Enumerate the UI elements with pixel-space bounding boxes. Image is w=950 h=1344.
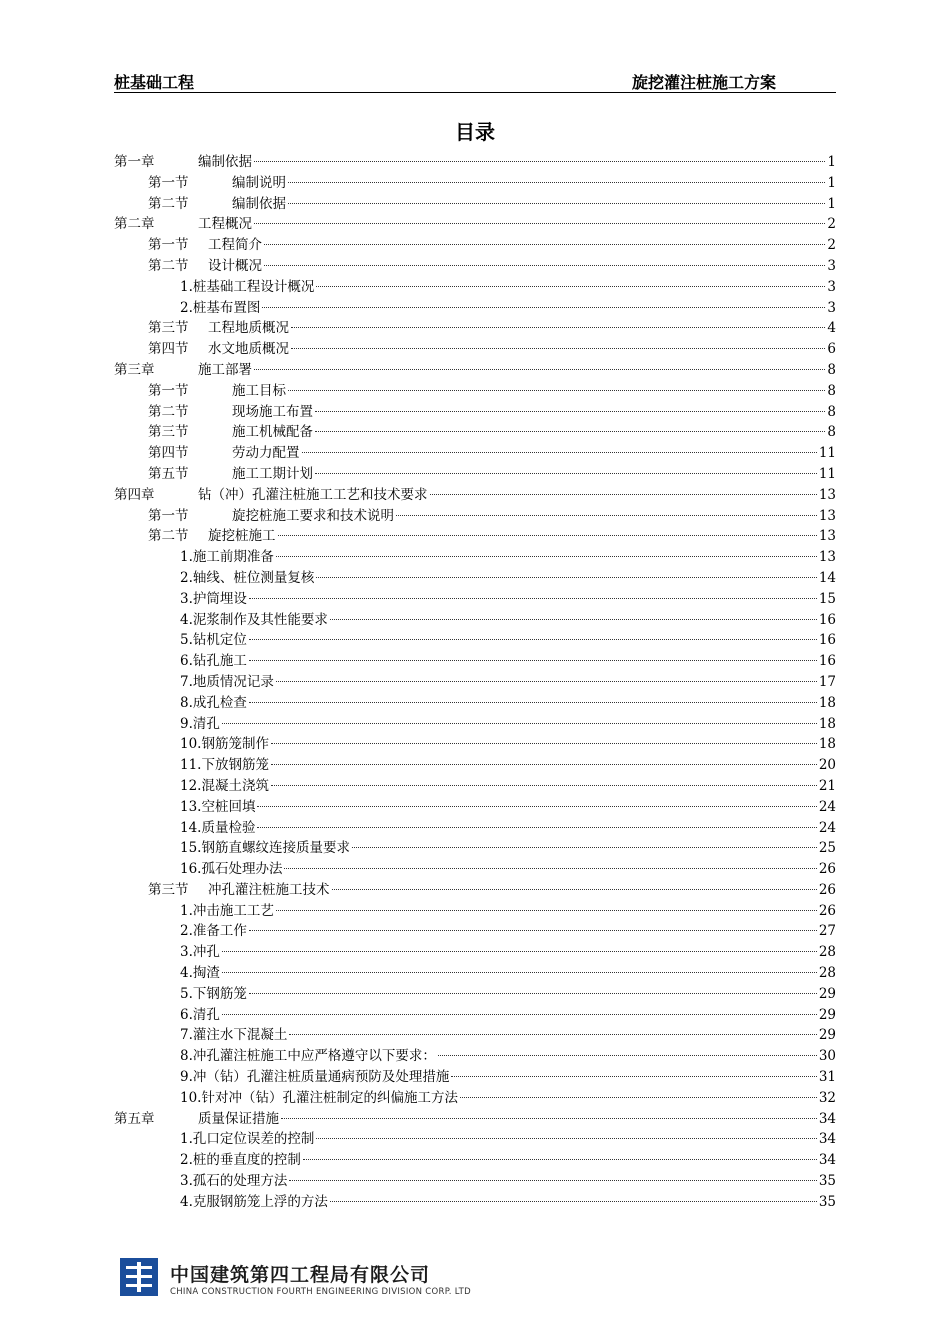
toc-entry-number: 第二节 (148, 403, 189, 420)
toc-leader-dots (276, 681, 817, 682)
toc-leader-dots (222, 723, 817, 724)
toc-entry[interactable] (114, 402, 836, 423)
toc-entry-page: 29 (818, 985, 836, 1002)
toc-entry-title: 2.准备工作 (180, 923, 247, 940)
toc-entry-page: 31 (818, 1069, 836, 1086)
toc-entry-page: 13 (818, 486, 836, 503)
toc-leader-dots (289, 1180, 816, 1181)
toc-entry-title: 劳动力配置 (232, 445, 300, 462)
toc-title: 目录 (455, 120, 495, 144)
toc-entry[interactable] (114, 755, 836, 776)
toc-leader-dots (332, 889, 817, 890)
table-of-contents (114, 152, 836, 1213)
toc-entry-page: 29 (818, 1027, 836, 1044)
toc-entry-page: 20 (818, 757, 836, 774)
toc-entry-page: 6 (827, 341, 836, 358)
toc-entry-title: 4.掏渣 (180, 965, 220, 982)
toc-leader-dots (271, 764, 817, 765)
toc-entry-page: 1 (827, 174, 836, 191)
toc-leader-dots (254, 161, 825, 162)
toc-leader-dots (288, 182, 825, 183)
toc-leader-dots (249, 639, 817, 640)
company-logo-icon (120, 1258, 158, 1296)
toc-entry-number: 第三节 (148, 424, 189, 441)
toc-leader-dots (396, 515, 817, 516)
toc-entry-page: 8 (827, 382, 836, 399)
toc-leader-dots (316, 286, 825, 287)
toc-entry[interactable] (114, 1150, 836, 1171)
toc-entry[interactable] (114, 1067, 836, 1088)
toc-entry[interactable] (114, 1129, 836, 1150)
toc-leader-dots (262, 307, 825, 308)
toc-entry-page: 11 (818, 445, 836, 462)
toc-entry-page: 34 (818, 1110, 836, 1127)
toc-leader-dots (249, 993, 817, 994)
toc-leader-dots (302, 452, 817, 453)
toc-entry[interactable] (114, 921, 836, 942)
toc-entry-title: 6.清孔 (180, 1006, 220, 1023)
toc-entry-page: 18 (818, 694, 836, 711)
toc-entry-number: 第四章 (114, 486, 155, 503)
toc-entry[interactable] (114, 568, 836, 589)
toc-leader-dots (291, 348, 825, 349)
toc-entry-title: 9.清孔 (180, 715, 220, 732)
toc-entry-page: 2 (827, 216, 836, 233)
toc-entry[interactable] (114, 298, 836, 319)
toc-entry-title: 7.地质情况记录 (180, 673, 274, 690)
toc-entry-number: 第五节 (148, 465, 189, 482)
toc-leader-dots (271, 785, 817, 786)
toc-entry[interactable] (114, 1005, 836, 1026)
toc-entry[interactable] (114, 464, 836, 485)
toc-entry-number: 第二节 (148, 195, 189, 212)
toc-entry-page: 32 (818, 1089, 836, 1106)
toc-entry[interactable] (114, 1109, 836, 1130)
toc-leader-dots (288, 390, 825, 391)
toc-entry-page: 35 (818, 1193, 836, 1210)
toc-entry-page: 28 (818, 944, 836, 961)
toc-leader-dots (222, 972, 817, 973)
toc-leader-dots (316, 1138, 816, 1139)
toc-entry-number: 第一节 (148, 174, 189, 191)
toc-leader-dots (249, 660, 817, 661)
toc-leader-dots (276, 556, 817, 557)
toc-entry-title: 冲孔灌注桩施工技术 (208, 881, 330, 898)
toc-entry-page: 35 (818, 1173, 836, 1190)
toc-entry-page: 26 (818, 902, 836, 919)
toc-entry[interactable] (114, 714, 836, 735)
toc-entry-title: 2.桩基布置图 (180, 299, 261, 316)
toc-entry-title: 13.空桩回填 (180, 798, 256, 815)
toc-leader-dots (352, 847, 817, 848)
toc-entry-title: 6.钻孔施工 (180, 653, 247, 670)
toc-entry-page: 29 (818, 1006, 836, 1023)
toc-entry-title: 编制依据 (232, 195, 286, 212)
toc-leader-dots (303, 1159, 817, 1160)
toc-entry-title: 编制依据 (198, 154, 252, 170)
toc-entry-title: 编制说明 (232, 174, 286, 191)
toc-entry-page: 26 (818, 881, 836, 898)
toc-entry-number: 第二节 (148, 257, 189, 274)
toc-entry-title: 4.泥浆制作及其性能要求 (180, 611, 328, 628)
toc-entry[interactable] (114, 672, 836, 693)
toc-entry-page: 8 (827, 403, 836, 420)
page-header (114, 68, 836, 93)
toc-entry[interactable] (114, 984, 836, 1005)
toc-entry[interactable] (114, 797, 836, 818)
toc-leader-dots (291, 327, 825, 328)
toc-entry[interactable] (114, 1192, 836, 1213)
toc-entry-title: 12.混凝土浇筑 (180, 777, 269, 794)
toc-entry-number: 第一节 (148, 237, 189, 254)
toc-entry-page: 3 (827, 257, 836, 274)
header-right-title: 旋挖灌注桩施工方案 (631, 73, 776, 92)
toc-leader-dots (284, 868, 816, 869)
toc-entry-page: 21 (818, 777, 836, 794)
toc-entry-number: 第一节 (148, 507, 189, 524)
toc-entry-page: 30 (818, 1048, 836, 1065)
toc-entry[interactable] (114, 360, 836, 381)
toc-leader-dots (249, 598, 817, 599)
toc-leader-dots (249, 930, 817, 931)
toc-entry-title: 施工机械配备 (232, 424, 313, 441)
toc-entry[interactable] (114, 381, 836, 402)
toc-entry-page: 24 (818, 798, 836, 815)
toc-leader-dots (254, 223, 825, 224)
toc-entry-title: 7.灌注水下混凝土 (180, 1027, 288, 1044)
toc-entry-page: 25 (818, 840, 836, 857)
toc-leader-dots (330, 619, 817, 620)
toc-entry-page: 11 (818, 465, 836, 482)
toc-entry[interactable] (114, 776, 836, 797)
toc-entry[interactable] (114, 734, 836, 755)
toc-entry-title: 10.钢筋笼制作 (180, 736, 269, 753)
toc-entry-title: 2.桩的垂直度的控制 (180, 1152, 301, 1169)
toc-leader-dots (222, 1014, 817, 1015)
toc-entry[interactable] (114, 318, 836, 339)
toc-leader-dots (430, 494, 817, 495)
toc-entry-number: 第二章 (114, 216, 155, 233)
toc-entry-page: 16 (818, 632, 836, 649)
toc-entry-page: 34 (818, 1131, 836, 1148)
toc-leader-dots (451, 1076, 816, 1077)
toc-leader-dots (271, 743, 817, 744)
toc-entry-page: 28 (818, 965, 836, 982)
toc-entry-title: 旋挖桩施工 (208, 528, 276, 545)
company-name-cn: 中国建筑第四工程局有限公司 (170, 1264, 431, 1286)
toc-entry-title: 4.克服钢筋笼上浮的方法 (180, 1193, 328, 1210)
toc-leader-dots (254, 369, 825, 370)
toc-entry[interactable] (114, 963, 836, 984)
toc-entry-title: 10.针对冲（钻）孔灌注桩制定的纠偏施工方法 (180, 1089, 458, 1106)
toc-entry-page: 3 (827, 299, 836, 316)
toc-entry-page: 13 (818, 549, 836, 566)
toc-entry[interactable] (114, 547, 836, 568)
toc-entry[interactable] (114, 277, 836, 298)
toc-entry[interactable] (114, 235, 836, 256)
toc-entry-title: 3.护筒埋设 (180, 590, 247, 607)
toc-leader-dots (222, 951, 817, 952)
toc-entry[interactable] (114, 818, 836, 839)
toc-entry-page: 1 (827, 154, 836, 170)
toc-entry[interactable] (114, 526, 836, 547)
toc-entry-title: 施工工期计划 (232, 465, 313, 482)
toc-entry-number: 第三章 (114, 361, 155, 378)
toc-entry-page: 4 (827, 320, 836, 337)
toc-entry-title: 14.质量检验 (180, 819, 256, 836)
toc-entry-number: 第四节 (148, 445, 189, 462)
toc-entry-number: 第三节 (148, 881, 189, 898)
toc-entry[interactable] (114, 1025, 836, 1046)
toc-entry-title: 1.施工前期准备 (180, 549, 274, 566)
toc-entry-number: 第四节 (148, 341, 189, 358)
company-name-en: CHINA CONSTRUCTION FOURTH ENGINEERING DIVISION CORP. LTD (170, 1287, 472, 1297)
toc-leader-dots (288, 203, 825, 204)
toc-entry-page: 13 (818, 507, 836, 524)
toc-entry[interactable] (114, 506, 836, 527)
toc-entry-page: 34 (818, 1152, 836, 1169)
toc-entry-title: 8.冲孔灌注桩施工中应严格遵守以下要求： (180, 1048, 436, 1065)
toc-entry-page: 1 (827, 195, 836, 212)
toc-entry[interactable] (114, 485, 836, 506)
toc-entry[interactable] (114, 859, 836, 880)
toc-entry-title: 水文地质概况 (208, 341, 289, 358)
toc-entry-title: 工程简介 (208, 237, 262, 254)
toc-entry-page: 8 (827, 361, 836, 378)
toc-leader-dots (257, 827, 816, 828)
toc-entry-page: 18 (818, 736, 836, 753)
toc-entry-number: 第二节 (148, 528, 189, 545)
toc-entry-title: 工程概况 (198, 216, 252, 233)
toc-entry[interactable] (114, 1046, 836, 1067)
toc-entry-page: 26 (818, 861, 836, 878)
toc-entry-number: 第五章 (114, 1110, 155, 1127)
toc-entry-title: 1.桩基础工程设计概况 (180, 278, 315, 295)
toc-entry[interactable] (114, 194, 836, 215)
toc-entry-title: 16.孤石处理办法 (180, 861, 283, 878)
toc-entry[interactable] (114, 942, 836, 963)
toc-leader-dots (330, 1201, 817, 1202)
toc-entry[interactable] (114, 422, 836, 443)
toc-entry-title: 15.钢筋直螺纹连接质量要求 (180, 840, 350, 857)
toc-entry-title: 3.孤石的处理方法 (180, 1173, 288, 1190)
toc-leader-dots (276, 910, 817, 911)
toc-entry[interactable] (114, 214, 836, 235)
toc-leader-dots (264, 265, 825, 266)
toc-leader-dots (315, 431, 825, 432)
toc-entry-page: 16 (818, 611, 836, 628)
toc-entry[interactable] (114, 838, 836, 859)
toc-entry-page: 16 (818, 653, 836, 670)
toc-entry-title: 5.下钢筋笼 (180, 985, 247, 1002)
toc-entry-title: 施工部署 (198, 361, 252, 378)
toc-entry[interactable] (114, 610, 836, 631)
toc-leader-dots (315, 411, 825, 412)
toc-entry-number: 第一节 (148, 382, 189, 399)
toc-entry-title: 5.钻机定位 (180, 632, 247, 649)
toc-entry-title: 旋挖桩施工要求和技术说明 (232, 507, 394, 524)
toc-leader-dots (316, 577, 816, 578)
toc-entry-page: 13 (818, 528, 836, 545)
toc-entry[interactable] (114, 173, 836, 194)
toc-leader-dots (249, 702, 817, 703)
toc-leader-dots (278, 535, 817, 536)
toc-entry[interactable] (114, 256, 836, 277)
toc-entry-title: 工程地质概况 (208, 320, 289, 337)
toc-entry-title: 质量保证措施 (198, 1110, 279, 1127)
toc-entry-page: 17 (818, 673, 836, 690)
toc-entry[interactable] (114, 589, 836, 610)
toc-entry[interactable] (114, 443, 836, 464)
toc-entry[interactable] (114, 630, 836, 651)
toc-entry-title: 设计概况 (208, 257, 262, 274)
toc-entry-page: 18 (818, 715, 836, 732)
toc-entry[interactable] (114, 880, 836, 901)
toc-entry-title: 8.成孔检查 (180, 694, 247, 711)
toc-leader-dots (438, 1055, 817, 1056)
toc-entry[interactable] (114, 339, 836, 360)
toc-leader-dots (460, 1097, 817, 1098)
toc-entry-title: 施工目标 (232, 382, 286, 399)
toc-entry[interactable] (114, 1088, 836, 1109)
toc-entry-page: 3 (827, 278, 836, 295)
toc-entry-title: 1.冲击施工工艺 (180, 902, 274, 919)
toc-leader-dots (315, 473, 817, 474)
toc-leader-dots (257, 806, 816, 807)
toc-entry-page: 2 (827, 237, 836, 254)
toc-entry-title: 现场施工布置 (232, 403, 313, 420)
toc-entry-page: 27 (818, 923, 836, 940)
toc-entry-page: 24 (818, 819, 836, 836)
toc-entry-page: 8 (827, 424, 836, 441)
toc-entry-title: 2.轴线、桩位测量复核 (180, 569, 315, 586)
toc-entry-title: 钻（冲）孔灌注桩施工工艺和技术要求 (198, 486, 428, 503)
toc-leader-dots (281, 1118, 817, 1119)
toc-entry-number: 第三节 (148, 320, 189, 337)
toc-entry[interactable] (114, 693, 836, 714)
toc-leader-dots (264, 244, 825, 245)
toc-entry-title: 9.冲（钻）孔灌注桩质量通病预防及处理措施 (180, 1069, 450, 1086)
toc-entry-title: 11.下放钢筋笼 (180, 757, 269, 774)
toc-entry-page: 14 (818, 569, 836, 586)
toc-entry-page: 15 (818, 590, 836, 607)
toc-entry-title: 1.孔口定位误差的控制 (180, 1131, 315, 1148)
toc-entry-number: 第一章 (114, 154, 155, 170)
toc-entry[interactable] (114, 651, 836, 672)
toc-entry[interactable] (114, 152, 836, 173)
toc-entry[interactable] (114, 901, 836, 922)
toc-entry-title: 3.冲孔 (180, 944, 220, 961)
header-left-title: 桩基础工程 (114, 73, 195, 92)
toc-leader-dots (289, 1034, 816, 1035)
toc-entry[interactable] (114, 1171, 836, 1192)
